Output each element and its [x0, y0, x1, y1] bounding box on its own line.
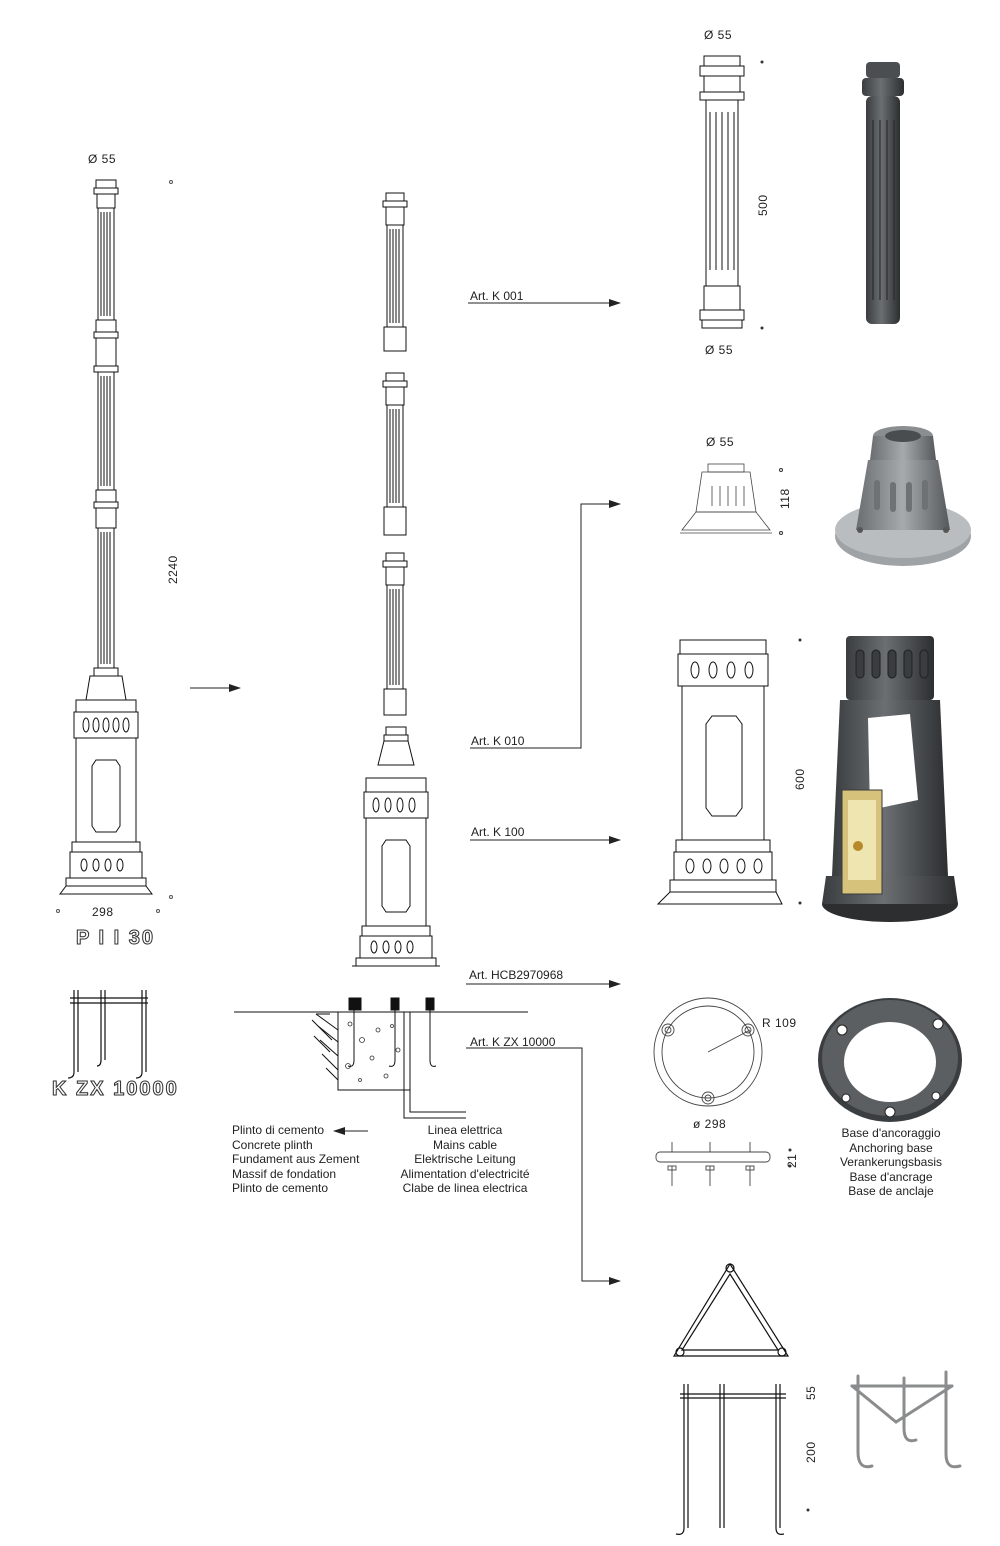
ground-section — [234, 998, 528, 1118]
cable-label — [392, 1123, 538, 1196]
k100-height: 600 — [793, 768, 807, 790]
plinth-label-es: Plinto de cemento — [232, 1181, 329, 1195]
article-hcb-label: Art. HCB2970968 — [469, 968, 564, 982]
anchor-base-diameter: ø 298 — [693, 1117, 727, 1131]
anchor-base-label-fr: Base d'ancrage — [849, 1169, 933, 1184]
plinth-label-it: Plinto di cemento — [232, 1123, 325, 1137]
anchor-base-thickness: 21 — [785, 1153, 799, 1168]
anchor-kit-small-drawing — [68, 990, 148, 1078]
exploded-post-drawing — [352, 193, 440, 966]
plinth-label-de: Fundament aus Zement — [232, 1152, 360, 1166]
k010-drawing — [680, 464, 772, 533]
anchor-base-radius: R 109 — [762, 1016, 797, 1030]
cable-label-it: Linea elettrica — [427, 1123, 503, 1137]
anchor-base-label-it: Base d'ancoraggio — [841, 1126, 941, 1140]
k010-top-diameter: Ø 55 — [706, 435, 735, 449]
cable-label-fr: Alimentation d'electricité — [400, 1166, 530, 1181]
anchor-base-photo — [818, 998, 962, 1122]
k001-height: 500 — [756, 194, 770, 216]
plinth-label — [232, 1123, 359, 1196]
article-k001-label: Art. K 001 — [470, 289, 524, 303]
complete-post-base-width: 298 — [92, 905, 114, 919]
kzx-drawing — [674, 1264, 788, 1534]
k001-photo — [862, 62, 904, 324]
k010-height: 118 — [778, 488, 792, 509]
kzx-photo — [852, 1372, 960, 1467]
plinth-label-fr: Massif de fondation — [232, 1166, 337, 1181]
complete-post-code: P I I 30 — [76, 927, 156, 949]
article-k100-label: Art. K 100 — [471, 825, 525, 839]
k001-top-diameter: Ø 55 — [704, 28, 733, 42]
anchor-base-label — [826, 1126, 956, 1199]
complete-post-height: 2240 — [166, 555, 180, 584]
cable-label-de: Elektrische Leitung — [414, 1152, 516, 1166]
k001-drawing — [700, 56, 744, 328]
complete-post-top-diameter: Ø 55 — [88, 152, 117, 166]
article-k010-label: Art. K 010 — [471, 734, 525, 748]
anchor-base-label-de: Verankerungsbasis — [839, 1155, 943, 1169]
k001-bottom-diameter: Ø 55 — [705, 343, 734, 357]
anchor-kit-code: K ZX 10000 — [52, 1078, 179, 1100]
kzx-height: 200 — [804, 1441, 818, 1463]
anchor-base-label-es: Base de anclaje — [848, 1184, 934, 1198]
cable-label-en: Mains cable — [432, 1137, 498, 1152]
k100-photo — [822, 636, 958, 922]
anchor-base-label-en: Anchoring base — [849, 1140, 933, 1155]
cable-label-es: Clabe de linea electrica — [402, 1181, 528, 1195]
anchor-base-drawing — [654, 998, 770, 1186]
k010-photo — [835, 426, 971, 566]
k100-drawing — [658, 640, 782, 904]
plinth-label-en: Concrete plinth — [232, 1137, 313, 1152]
kzx-top-dim: 55 — [804, 1385, 818, 1400]
article-kzx-label: Art. K ZX 10000 — [470, 1035, 556, 1049]
complete-post-drawing — [60, 180, 152, 894]
